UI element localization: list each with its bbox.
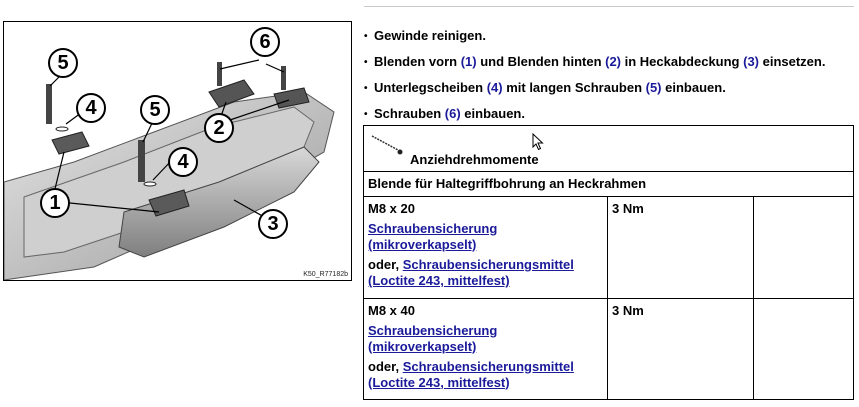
bullet: • xyxy=(364,57,368,68)
spec-header: Anziehdrehmomente xyxy=(410,152,539,167)
step-3: • Unterlegscheiben (4) mit langen Schrauben (5) einbauen. xyxy=(364,80,726,95)
torque-spec-table xyxy=(363,125,854,400)
ref-4: (4) xyxy=(486,80,503,95)
step-4: • Schrauben (6) einbauen. xyxy=(364,106,525,121)
callout-3: 3 xyxy=(258,209,288,239)
torque-wrench-icon xyxy=(370,134,404,156)
spec-subheader-row xyxy=(364,172,854,197)
threadlock-link[interactable]: Schraubensicherung xyxy=(368,221,498,236)
step-1: • Gewinde reinigen. xyxy=(364,28,486,43)
mouse-cursor-icon xyxy=(532,133,544,154)
spec-row-m8x40: M8 x 40 Schraubensicherung (mikroverkapselt) oder, Schraubensicherungsmittel (Loctite 243, mittelfest) 3 Nm xyxy=(364,298,854,400)
threadlock-link[interactable]: Schraubensicherung xyxy=(368,322,498,338)
empty-cell xyxy=(754,298,854,400)
bullet: • xyxy=(364,31,368,42)
ref-1: (1) xyxy=(460,54,477,69)
torque-value: 3 Nm xyxy=(608,298,754,400)
callout-1: 1 xyxy=(40,188,70,218)
callout-5-left: 5 xyxy=(48,48,78,78)
spec-subheader: Blende für Haltegriffbohrung an Heckrahmen xyxy=(364,172,854,197)
empty-cell xyxy=(754,197,854,299)
callout-6: 6 xyxy=(250,27,280,57)
spec-header-row xyxy=(364,126,854,172)
figure-image-code: K50_R77182b xyxy=(303,271,348,278)
bolt-size: M8 x 40 xyxy=(368,302,415,318)
threadlocker-link[interactable]: oder, Schraubensicherungsmittel xyxy=(368,358,574,374)
threadlocker-link[interactable]: oder, Schraubensicherungsmittel xyxy=(368,257,574,272)
assembly-figure xyxy=(3,21,352,281)
callout-4-left: 4 xyxy=(76,93,106,123)
torque-value: 3 Nm xyxy=(608,197,754,299)
bullet: • xyxy=(364,83,368,94)
top-divider xyxy=(364,6,854,7)
step-2: • Blenden vorn (1) und Blenden hinten (2) in Heckabdeckung (3) einsetzen. xyxy=(364,54,826,69)
ref-3: (3) xyxy=(743,54,759,69)
ref-6: (6) xyxy=(444,106,461,121)
bolt-size: M8 x 20 xyxy=(368,201,415,216)
spec-row-m8x20: M8 x 20 Schraubensicherung (mikroverkapselt) oder, Schraubensicherungsmittel (Loctite 243, mittelfest) 3 Nm xyxy=(364,197,854,299)
callout-4-center: 4 xyxy=(168,147,198,177)
callout-5-center: 5 xyxy=(140,95,170,125)
ref-5: (5) xyxy=(645,80,662,95)
ref-2: (2) xyxy=(605,54,622,69)
callout-2: 2 xyxy=(204,113,234,143)
bullet: • xyxy=(364,109,368,120)
